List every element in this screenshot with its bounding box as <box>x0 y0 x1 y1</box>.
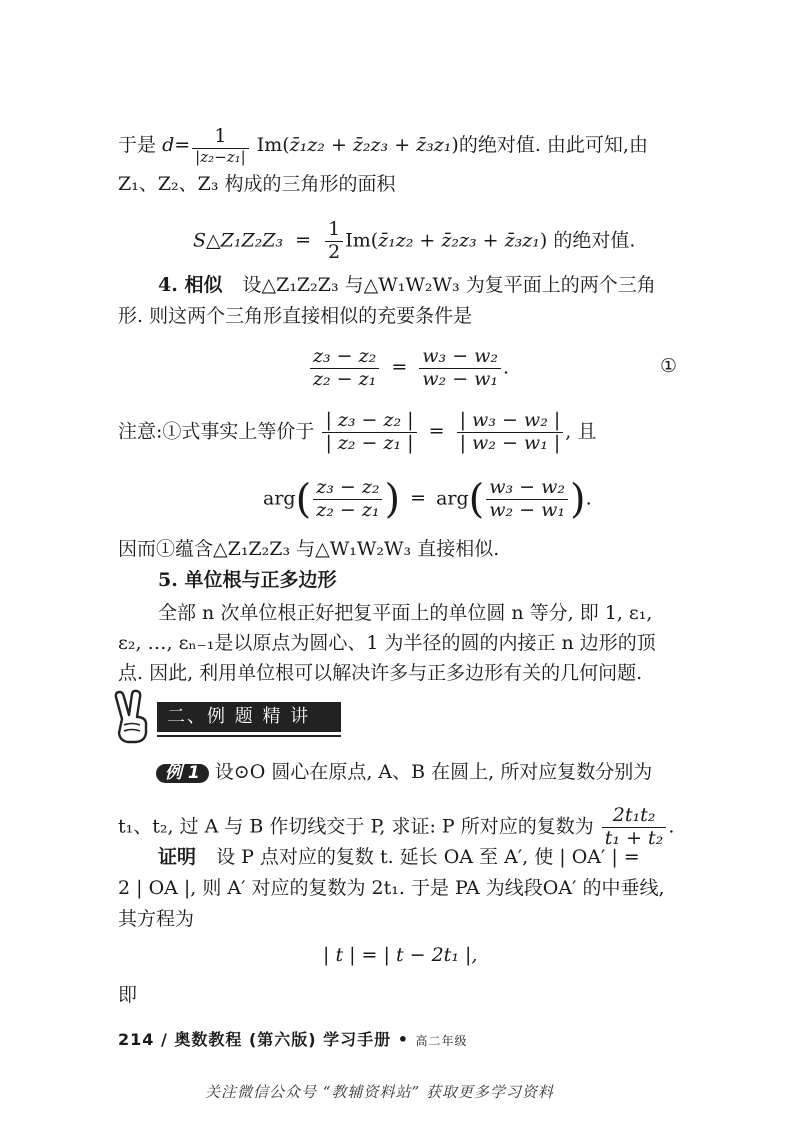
area-formula: S△Z₁Z₂Z₃ = $\frac{1}{2}$ Im(z̄₁z₂ + z̄₂z₃ + z̄₃z₁) 的绝对值. <box>193 218 636 263</box>
victory-hand-icon <box>112 689 154 745</box>
watermark: 关注微信公众号 “教辅资料站” 获取更多学习资料 <box>205 1083 554 1101</box>
proof-line-4: 即 <box>118 984 138 1006</box>
section-4-line-1: 4. 相似 设△Z₁Z₂Z₃ 与△W₁W₂W₃ 为复平面上的两个三角 <box>158 274 656 296</box>
arg-formula: arg( $\frac{\text{z₃ − z₂}}{\text{z₂ − z₁}}$ ) = arg( $\frac{\text{w₃ − w₂}}{\text{w₂ − w₁}}$ ). <box>263 476 592 523</box>
section-rule <box>157 735 341 737</box>
section-5-heading: 5. 单位根与正多边形 <box>158 569 337 591</box>
proof-line-1: 证明 设 P 点对应的复数 t. 延长 OA 至 A′, 使 | OA′ | = <box>158 846 640 868</box>
section-5-para-1: 全部 n 次单位根正好把复平面上的单位圆 n 等分, 即 1, ε₁, <box>158 602 653 624</box>
footer-title: 214 / 奥数教程 (第六版) 学习手册 • <box>118 1030 409 1049</box>
example-1-line-2: t₁、t₂, 过 A 与 B 作切线交于 P, 求证: P 所对应的复数为 $\frac{\text{2t₁t₂}}{\text{t₁ + t₂}}$ . <box>118 804 675 849</box>
section-5-para-3: 点. 因此, 利用单位根可以解决许多与正多边形有关的几何问题. <box>118 662 643 684</box>
equation-tag: ① <box>660 355 678 377</box>
page-footer <box>118 1027 468 1050</box>
note-line: 注意:①式事实上等价于 $\frac{\text{| z₃ − z₂ |}}{\text{| z₂ − z₁ |}}$ = $\frac{\text{| w₃ − w₂ |}}{\text{| w₂ − w₁ |}}$ , 且 <box>118 409 597 454</box>
section-4-line-2: 形. 则这两个三角形直接相似的充要条件是 <box>118 305 473 327</box>
fraction: $\frac{1}{\text{|z₂−z₁|}}$ <box>192 126 249 166</box>
section-title-bar <box>157 702 341 732</box>
section-4-heading: 4. 相似 <box>158 274 223 296</box>
proof-equation: | t | = | t − 2t₁ |, <box>323 944 478 966</box>
similarity-formula: $\frac{\text{z₃ − z₂}}{\text{z₂ − z₁}}$ = $\frac{\text{w₃ − w₂}}{\text{w₂ − w₁}}$ . <box>308 346 509 391</box>
proof-heading: 证明 <box>158 846 197 868</box>
line-1: 于是 d= $\frac{1}{\text{|z₂−z₁|}}$ Im(z̄₁z₂ + z̄₂z₃ + z̄₃z₁)的绝对值. 由此可知,由 <box>118 125 648 166</box>
proof-line-3: 其方程为 <box>118 908 195 930</box>
half-fraction: $\frac{1}{2}$ <box>325 219 343 264</box>
line-2: Z₁、Z₂、Z₃ 构成的三角形的面积 <box>118 173 396 195</box>
proof-line-2: 2 | OA |, 则 A′ 对应的复数为 2t₁. 于是 PA 为线段OA′ 的中垂线, <box>118 877 665 899</box>
section-title: 二、例 题 精 讲 <box>167 706 311 727</box>
example-badge: 例 1 <box>156 764 209 783</box>
section-5-para-2: ε₂, …, εₙ₋₁是以原点为圆心、1 为半径的圆的内接正 n 边形的顶 <box>118 632 656 654</box>
footer-grade: 高二年级 <box>415 1034 468 1048</box>
hence-line: 因而①蕴含△Z₁Z₂Z₃ 与△W₁W₂W₃ 直接相似. <box>118 538 500 560</box>
example-1-line-1: 例 1 设⊙O 圆心在原点, A、B 在圆上, 所对应复数分别为 <box>156 763 652 783</box>
